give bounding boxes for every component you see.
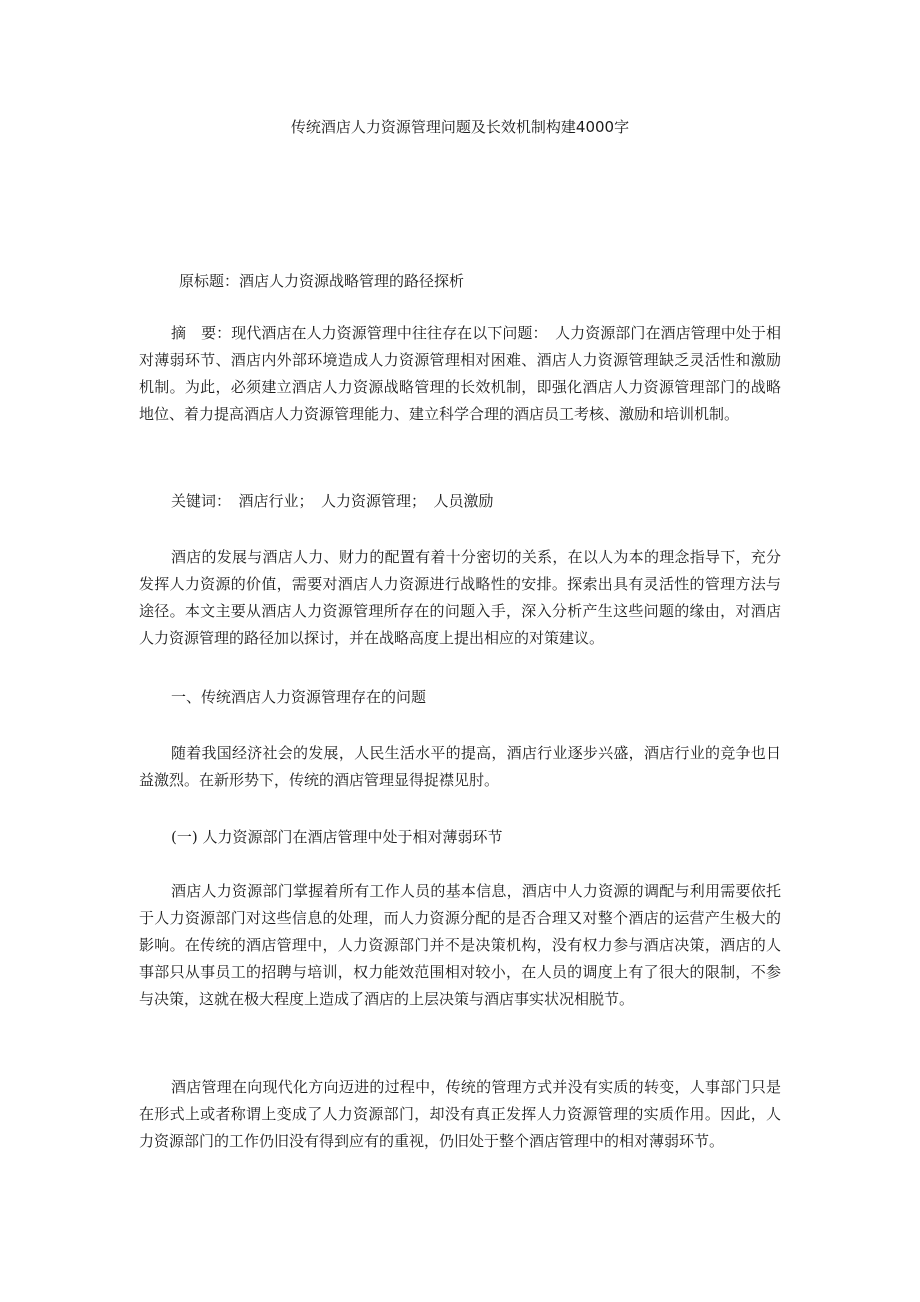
section-heading: 一、传统酒店人力资源管理存在的问题 (171, 688, 427, 706)
subsection-paragraph-1: 酒店人力资源部门掌握着所有工作人员的基本信息，酒店中人力资源的调配与利用需要依托于人力资源部门对这些信息的处理，而人力资源分配的是否合理又对整个酒店的运营产生极大的影响。在传统的酒店管理中，人力资源部门并不是决策机构，没有权力参与酒店决策，酒店的人事部只从事员工的招聘与培训，权力能效范围相对较小，在人员的调度上有了很大的限制，不参与决策，这就在极大程度上造成了酒店的上层决策与酒店事实状况相脱节。 (139, 882, 781, 1008)
original-title: 原标题：酒店人力资源战略管理的路径探析 (179, 272, 465, 290)
keywords-line: 关键词： 酒店行业； 人力资源管理； 人员激励 (171, 492, 494, 510)
document-title: 传统酒店人力资源管理问题及长效机制构建4000字 (290, 118, 630, 136)
abstract-paragraph: 摘 要：现代酒店在人力资源管理中往往存在以下问题： 人力资源部门在酒店管理中处于相对薄弱环节、酒店内外部环境造成人力资源管理相对困难、酒店人力资源管理缺乏灵活性和激励机制。为此，必须建立酒店人力资源战略管理的长效机制，即强化酒店人力资源管理部门的战略地位、着力提高酒店人力资源管理能力、建立科学合理的酒店员工考核、激励和培训机制。 (139, 324, 781, 423)
section-paragraph: 随着我国经济社会的发展，人民生活水平的提高，酒店行业逐步兴盛，酒店行业的竞争也日益激烈。在新形势下，传统的酒店管理显得捉襟见肘。 (139, 744, 781, 789)
subsection-heading: (一) 人力资源部门在酒店管理中处于相对薄弱环节 (171, 828, 503, 846)
subsection-paragraph-2: 酒店管理在向现代化方向迈进的过程中，传统的管理方式并没有实质的转变，人事部门只是在形式上或者称谓上变成了人力资源部门，却没有真正发挥人力资源管理的实质作用。因此，人力资源部门的工作仍旧没有得到应有的重视，仍旧处于整个酒店管理中的相对薄弱环节。 (139, 1078, 781, 1150)
intro-paragraph: 酒店的发展与酒店人力、财力的配置有着十分密切的关系，在以人为本的理念指导下，充分发挥人力资源的价值，需要对酒店人力资源进行战略性的安排。探索出具有灵活性的管理方法与途径。本文主要从酒店人力资源管理所存在的问题入手，深入分析产生这些问题的缘由，对酒店人力资源管理的路径加以探讨，并在战略高度上提出相应的对策建议。 (139, 548, 781, 647)
